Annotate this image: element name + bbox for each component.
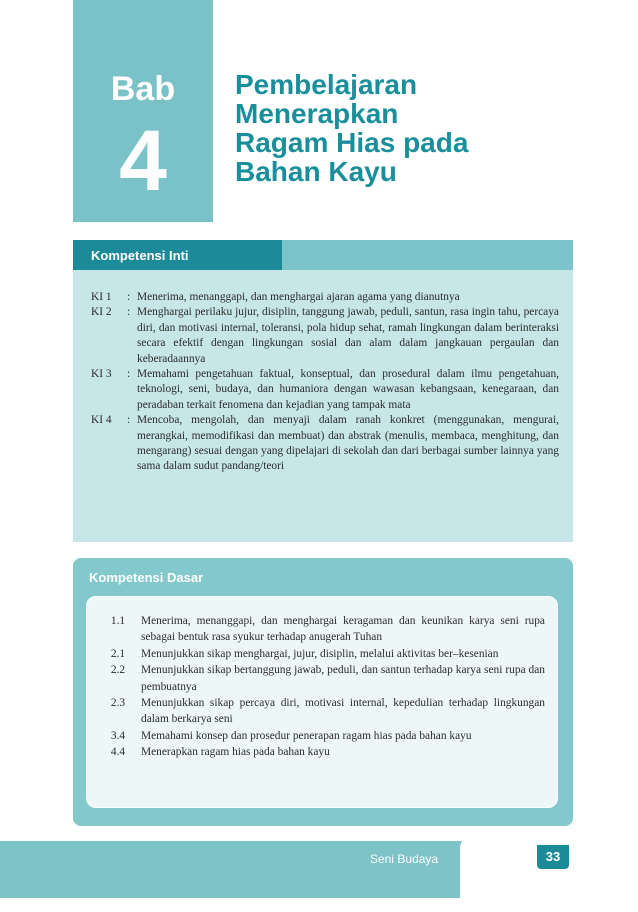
list-item	[101, 728, 545, 744]
item-text: Menunjukkan sikap percaya diri, motivasi internal, kepedulian terhadap lingkungan dalam berkarya seni	[141, 697, 545, 726]
footer-band-edge	[440, 841, 462, 898]
item-text: Mencoba, mengolah, dan menyaji dalam ranah konkret (menggunakan, mengurai, merangkai, memodifikasi dan membuat) dan abstrak (menulis, membaca, menghitung, dan mengarang) sesuai dengan yang dipelajari di sekolah dan dari berbagai sumber lainnya yang sama dalam sudut pandang/teori	[137, 414, 559, 473]
item-separator: :	[127, 306, 131, 319]
kompetensi-dasar-heading: Kompetensi Dasar	[89, 570, 204, 585]
item-code: 4.4	[110, 746, 126, 759]
item-code: KI 1	[91, 291, 112, 303]
list-item	[91, 413, 559, 475]
item-text: Menerima, menanggapi, dan menghargai ajaran agama yang dianutnya	[137, 291, 460, 303]
chapter-title-line: Ragam Hias pada	[235, 127, 469, 158]
list-item	[101, 695, 545, 728]
item-text: Memahami konsep dan prosedur penerapan ragam hias pada bahan kayu	[141, 729, 472, 742]
footer-book-title: Seni Budaya	[370, 852, 439, 866]
item-separator: :	[127, 414, 131, 427]
item-text: Menerapkan ragam hias pada bahan kayu	[141, 746, 330, 759]
kompetensi-inti-list	[91, 290, 559, 475]
item-code: KI 2	[91, 306, 112, 319]
item-code: 2.2	[110, 664, 126, 677]
list-item	[91, 305, 559, 367]
chapter-title-line: Pembelajaran	[235, 69, 418, 100]
chapter-number: 4	[119, 113, 167, 209]
list-item	[101, 613, 545, 646]
chapter-badge	[73, 0, 213, 222]
item-code: 2.3	[110, 697, 126, 710]
kompetensi-inti-heading: Kompetensi Inti	[91, 248, 189, 263]
item-code: 1.1	[110, 615, 126, 627]
item-text: Memahami pengetahuan faktual, konseptual, dan prosedural dalam ilmu pengetahuan, teknologi, seni, budaya, dan humaniora dengan wawasan kebangsaan, kenegaraan, dan peradaban terkait fenomena dan kejadian yang tampak mata	[137, 368, 559, 411]
list-item	[91, 367, 559, 413]
item-text: Menghargai perilaku jujur, disiplin, tanggung jawab, peduli, santun, rasa ingin tahu, percaya diri, dan motivasi internal, toleransi, pola hidup sehat, ramah lingkungan dalam berinteraksi secara efektif dengan lingkungan sosial dan alam dalam jangkauan pergaulan dan keberadaannya	[137, 306, 559, 365]
chapter-title	[235, 70, 565, 186]
list-item	[101, 646, 545, 662]
list-item	[101, 662, 545, 695]
item-code: 2.1	[110, 647, 126, 660]
item-separator: :	[127, 368, 131, 381]
item-text: Menunjukkan sikap menghargai, jujur, disiplin, melalui aktivitas ber–kesenian	[141, 647, 499, 660]
section-header-tab	[73, 240, 282, 270]
list-item	[91, 290, 559, 305]
kompetensi-dasar-list	[101, 613, 545, 761]
list-item	[101, 744, 545, 760]
chapter-title-line: Bahan Kayu	[235, 156, 397, 187]
item-code: KI 3	[91, 368, 112, 381]
item-code: 3.4	[110, 729, 126, 742]
item-separator: :	[127, 291, 131, 303]
kompetensi-inti-section	[73, 240, 573, 542]
chapter-label: Bab	[110, 70, 176, 108]
kompetensi-dasar-section	[73, 558, 573, 826]
item-code: KI 4	[91, 414, 112, 427]
item-text: Menunjukkan sikap bertanggung jawab, peduli, dan santun terhadap karya seni rupa dan pembuatnya	[141, 664, 545, 693]
page-number: 33	[537, 845, 569, 869]
footer-band	[0, 841, 460, 898]
kompetensi-dasar-panel	[86, 596, 558, 808]
item-text: Menerima, menanggapi, dan menghargai keragaman dan keunikan karya seni rupa sebagai bentuk rasa syukur terhadap anugerah Tuhan	[141, 615, 545, 644]
chapter-title-line: Menerapkan	[235, 98, 399, 129]
